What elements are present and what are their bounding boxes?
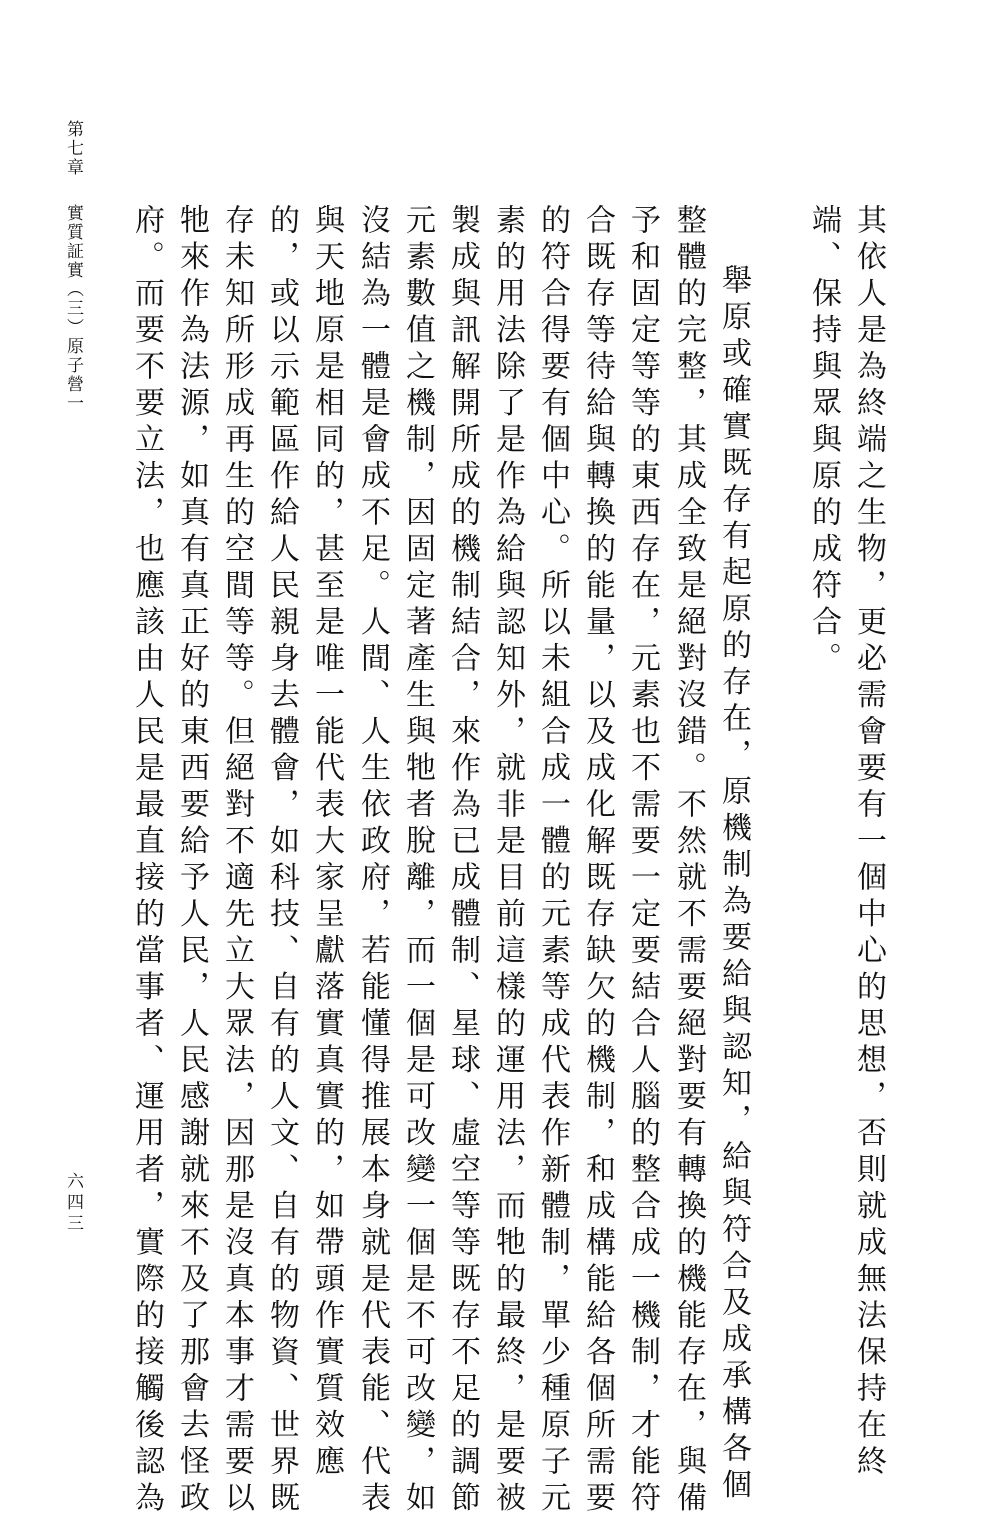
text-column: 製成與訊解開所成的機制結合，來作為已成體制、星球、虛空等等既存不足的調節 xyxy=(445,204,480,1518)
text-column: 端、保持與眾與原的成符合。 xyxy=(806,204,841,679)
text-column: 存未知所形成再生的空間等等。但絕對不適先立大眾法，因那是沒真本事才需要以 xyxy=(219,204,254,1518)
section-title: 實質証實（三）原子營一 xyxy=(63,204,83,413)
text-column: 整體的完整，其成全致是絕對沒錯。不然就不需要絕對要有轉換的機能存在，與備 xyxy=(671,204,706,1518)
text-column: 府。而要不要立法，也應該由人民是最直接的當事者、運用者，實際的接觸後認為 xyxy=(129,204,164,1518)
text-column: 的符合得要有個中心。所以未組合成一體的元素等成代表作新體制，單少種原子元 xyxy=(535,204,570,1518)
text-column: 牠來作為法源，如真有真正好的東西要給予人民，人民感謝就來不及了那會去怪政 xyxy=(174,204,209,1518)
text-column: 沒結為一體是會成不足。人間、人生依政府，若能懂得推展本身就是代表能、代表 xyxy=(355,204,390,1518)
text-column: 的，或以示範區作給人民親身去體會，如科技、自有的人文、自有的物資、世界既 xyxy=(264,204,299,1518)
text-column: 元素數值之機制，因固定著產生與牠者脫離，而一個是可改變一個是不可改變，如 xyxy=(400,204,435,1518)
text-column: 與天地原是相同的，甚至是唯一能代表大家呈獻落實真實的，如帶頭作實質效應 xyxy=(309,204,344,1482)
text-column: 予和固定等等的東西存在，元素也不需要一定要結合人腦的整合成一機制，才能符 xyxy=(625,204,660,1518)
chapter-label: 第七章 xyxy=(63,120,83,177)
text-column: 其依人是為終端之生物，更必需會要有一個中心的思想，否則就成無法保持在終 xyxy=(851,204,886,1482)
text-column: 合既存等待給與轉換的能量，以及成化解既存缺欠的機制，和成構能給各個所需要 xyxy=(580,204,615,1518)
text-column: 舉原或確實既存有起原的存在，原機制為要給與認知，給與符合及成承構各個 xyxy=(716,264,751,1505)
text-column: 素的用法除了是作為給與認知外，就非是目前這樣的運用法，而牠的最終，是要被 xyxy=(490,204,525,1518)
page-number: 六四三 xyxy=(63,1172,83,1235)
